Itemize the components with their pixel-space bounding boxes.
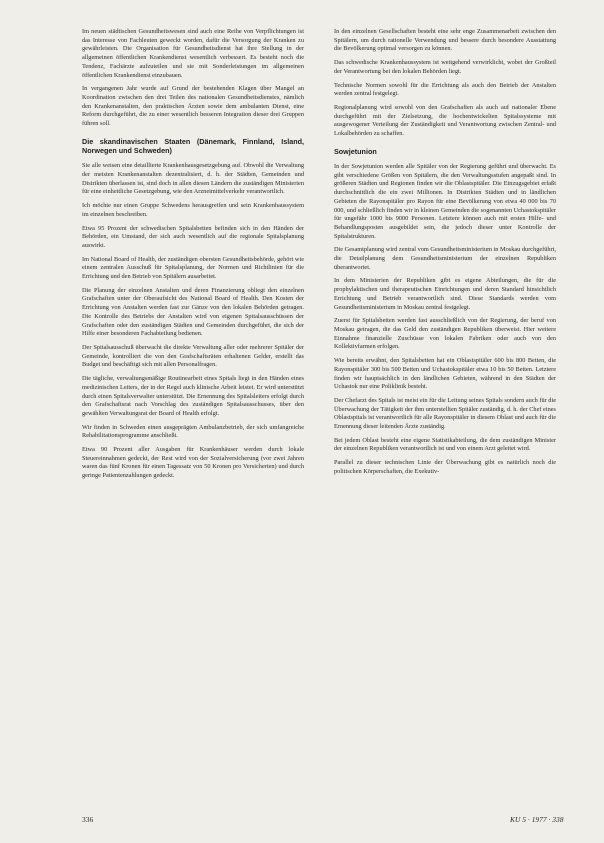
paragraph: Ich möchte nur einen Gruppe Schwedens herausgreifen und sein Krankenhaussystem im einzelnen beschreiben. [82,202,304,218]
paragraph: Wir finden in Schweden einen ausgeprägten Ambulanzbetrieb, der sich umfangreiche Rehabilitationsprogramme anschließt. [82,423,304,440]
paragraph: Technische Normen sowohl für die Errichtung als auch den Betrieb der Anstalten werden zentral festgelegt. [334,81,556,98]
paragraph: Der Chefarzt des Spitals ist meist ein für die Leitung seines Spitals sondern auch für die Überwachung der Tätigkeit der ihm unterstellten Spitäler zuständig, d. h. der Chef eines Oblastspitals ist verantwortlich für alle Rayonspitäler in diesem Oblast und auch für die Ernennung dieser leitenden Ärzte zuständig. [334,396,556,431]
paragraph: Bei jedem Oblast besteht eine eigene Statistikabteilung, die dem zuständigen Minister der einzelnen Republiken verantwortlich ist und von einem Arzt geleitet wird. [334,436,556,453]
page-number: 336 [82,815,94,824]
left-column [82,28,304,486]
paragraph: In der Sowjetunion werden alle Spitäler von der Regierung geführt und überwacht. Es gibt verschiedene Größen von Spitälern, die den Verwaltungsstufen angepaßt sind. In größeren Städten und Regionen finden wir die Oblastspitäler. Die Einzugsgebiet erfaßt durchschnittlich die ein zwei Millionen. In Distrikten Städten und in ländlichen Gebieten die Rayonspitäler pro Rayon für eine Bevölkerung von etwa 40 000 bis 70 000, und schließlich finden wir in kleinen Gemeinden die sogenannten Uchastokspitäler für ungefähr 1000 bis 9000 Personen. Letztere können auch mit ersten Hilfe- und Behandlungsposten ausgebildet sein, die jedoch dieser unter Kontrolle der Spitalstrukturen. [334,163,556,240]
section-heading-soviet-union: Sowjetunion [334,146,377,156]
paragraph: Das schwedische Krankenhaussystem ist weitgehend verwirklicht, wobei der Großteil der Verantwortung bei den lokalen Behörden liegt. [334,59,556,75]
section-heading-scandinavia: Die skandinavischen Staaten (Dänemark, Finnland, Island, Norwegen und Schweden) [82,136,304,156]
journal-reference: KU 5 · 1977 · 338 [510,815,564,824]
paragraph: Wie bereits erwähnt, den Spitalsbetten hat ein Oblastspitäler 600 bis 800 Betten, die Rayonspitäler 300 bis 500 Betten und Uchastokspitäler etwa 10 bis 50 Betten. Letztere finden wir hauptsächlich in den ländlichen Gebieten, während in den Städten der Uchastok nur eine Poliklinik besteht. [334,357,556,391]
paragraph: In den einzelnen Gesellschaften besteht eine sehr enge Zusammenarbeit zwischen den Spitälern, um durch rationelle Verwendung und bessere durch besondere Ausstattung die Bevölkerung optimal versorgen zu können. [334,28,556,53]
paragraph: Die Planung der einzelnen Anstalten und deren Finanzierung obliegt den einzelnen Grafschaften unter der Oberaufsicht des National Board of Health. Den Kosten der Errichtung von Anstalten werden fast zur Gänze von den lokalen Behörden getragen. Die Kontrolle des Betriebs der Anstalten wird von eigenen Spitalsausschüssen der Grafschaften oder den zuständigen Städten und Gemeinden durchgeführt, die sich der Hilfe einer besonderen Fachabteilung bedienen. [82,286,304,338]
paragraph: Zuerst für Spitalsbetten werden fast ausschließlich von der Regierung, der beruf von Moskau getragen, die das Geld den zuständigen Republiken überweist. Hier weitere Einnahme finanzielle Zuschüsse von lokalen Fabriken oder auch von den Kollektivfarmen erfolgen. [334,317,556,351]
paragraph: Die tägliche, verwaltungsmäßige Routinearbeit eines Spitals liegt in den Händen eines medizinischen Leiters, der in der Regel auch klinische Arbeit leistet. Er wird unterstützt durch einen Spitalsverwalter unterstützt. Die Ernennung des Spitalsleiters erfolgt durch den Grafschaftsrat nach Vorschlag des zuständigen Spitalsausschusses, über den gewählten Verwaltungsrat der Board of Health erfolgt. [82,375,304,417]
paragraph: In dem Ministerien der Republiken gibt es eigene Abteilungen, die für die prophylaktischen und therapeutischen Einrichtungen und deren Standard hinsichtlich Errichtung und Betrieb verantwortlich sind. Diese Standards werden vom Gesundheitsministerium in Moskau zentral festgelegt. [334,277,556,311]
paragraph: Regionalplanung wird sowohl von den Grafschaften als auch auf nationaler Ebene durchgeführt mit der Zielsetzung, die hochentwickelten Spitalssysteme mit ausgewogener Verteilung der Zuständigkeit und Verantwortung zwischen Zentral- und Lokalbehörden zu schaffen. [334,103,556,138]
paragraph: Im National Board of Health, der zuständigen obersten Gesundheitsbehörde, gehört wie einem zentralen Ausschuß für Spitalsplanung, der Normen und Richtlinien für die Errichtung und den Betrieb von Spitälern ausarbeitet. [82,255,304,281]
paragraph: In vergangenen Jahr wurde auf Grund der bestehenden Klagen über Mangel an Koordination zwischen den drei Teilen des nationalen Gesundheitsdienstes, nämlich den Krankenanstalten, den praktischen Ärzten sowie dem ambulanten Dienst, eine Reform durchgeführt, die zu einer wesentlich besseren Integration dieser drei Gruppen führen soll. [82,85,304,128]
right-column [334,28,556,482]
paragraph: Der Spitalsausschuß überwacht die direkte Verwaltung aller oder mehrerer Spitäler der Gemeinde, kontrolliert die von den Grafschaftsräten erhaltenen Gelder, erstellt das Budget und beschäftigt sich mit allen Personalfragen. [82,343,304,369]
paragraph: Etwa 90 Prozent aller Ausgaben für Krankenhäuser werden durch lokale Steuereinnahmen gedeckt, der Rest wird von der Sozialversicherung (vor zwei Jahren waren das fünf Kronen für einen Tagessatz von 50 Kronen pro Versicherten) und durch geringe Patientenzahlungen gedeckt. [82,446,304,480]
paragraph: Parallel zu dieser technischen Linie der Überwachung gibt es natürlich noch die politischen Körperschaften, die Exekutiv- [334,459,556,475]
paragraph: Sie alle weisen eine detaillierte Krankenhausgesetzgebung auf. Obwohl die Verwaltung der meisten Krankenanstalten dezentralisiert, d. h. der Städten, Gemeinden und Distrikten überlassen ist, sind doch in allen diesen Ländern die zuständigen Ministerien für eine einheitliche Gesetzgebung, wie den Arzneimittelverkehr verantwortlich. [82,162,304,196]
paragraph: Die Gesamtplanung wird zentral vom Gesundheitsministerium in Moskau durchgeführt, die Detailplanung dem Gesundheitsministerium der einzelnen Republiken überantwortet. [334,246,556,271]
paragraph: Etwa 95 Prozent der schwedischen Spitalsbetten befinden sich in den Händen der Behörden, ein Umstand, der sich auch wesentlich auf die regionale Spitalsplanung auswirkt. [82,224,304,249]
paragraph: Im neuen städtischen Gesundheitswesen sind auch eine Reihe von Verpflichtungen ist das Interesse von Fachleuten geweckt worden, dafür die Versorgung der Kranken zu gewährleisten. Die Organisation für Gesundheitsdienst hat ihre Stellung in der allgemeinen öffentlichen Krankendienst wesentlich verbessert. Es besteht noch die Tendenz, Fachärzte aufzuteilen und sie mit Sonderleistungen im allgemeinen öffentlichen Krankendienst einzubauen. [82,28,304,79]
